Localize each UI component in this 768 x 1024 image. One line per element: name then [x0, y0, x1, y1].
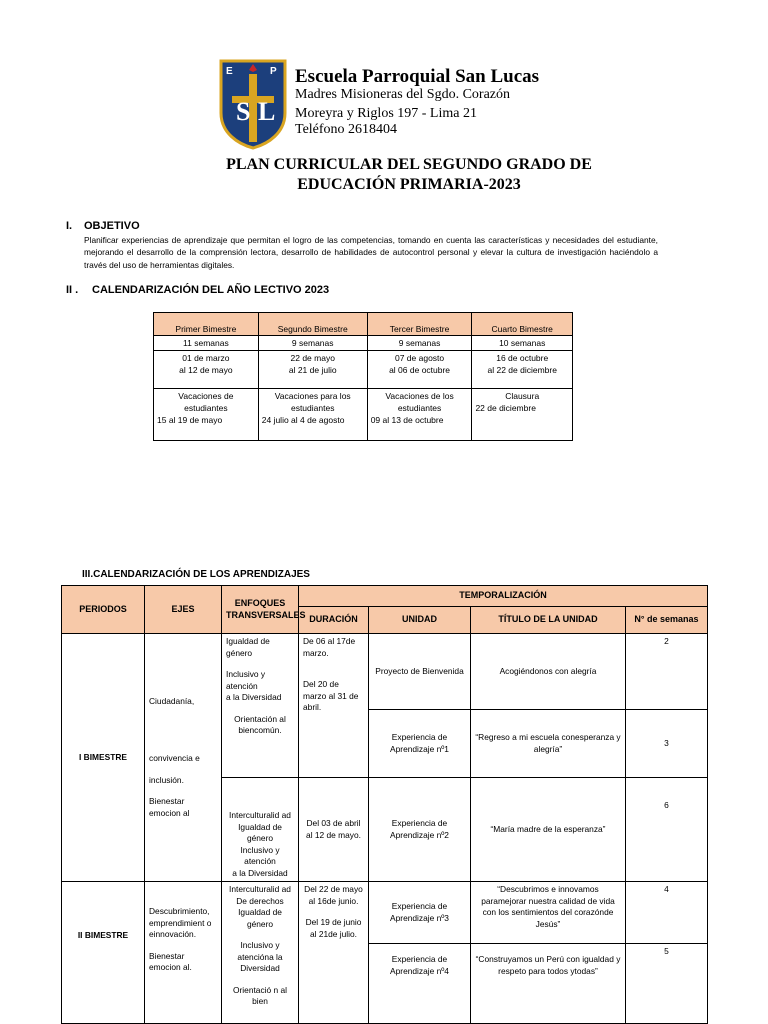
learning-table: [61, 585, 708, 1024]
col-unidad: UNIDAD: [369, 607, 471, 634]
vacation-line: estudiantes: [184, 403, 228, 413]
enfoque-line: Interculturalid ad De derechos Igualdad de género: [229, 884, 291, 929]
unidad-cell: Experiencia de Aprendizaje nº4: [369, 944, 471, 1024]
col-titulo: TÍTULO DE LA UNIDAD: [471, 607, 626, 634]
calendar-dates-row: [154, 351, 573, 389]
vacation-line: 15 al 19 de mayo: [157, 415, 223, 425]
semanas-cell: 2: [626, 634, 708, 710]
section2-heading: CALENDARIZACIÓN DEL AÑO LECTIVO 2023: [92, 284, 330, 296]
enfoque-line: Igualdad de género: [226, 636, 270, 658]
vacation-line: Clausura: [505, 391, 540, 401]
titulo-cell: “María madre de la esperanza”: [471, 778, 626, 882]
date-end: al 06 de octubre: [389, 365, 451, 375]
table-row: [62, 882, 708, 944]
school-order: Madres Misioneras del Sgdo. Corazón: [295, 87, 511, 102]
section2-number: II .: [66, 284, 79, 296]
semanas-cell: 5: [626, 944, 708, 1024]
enfoque-line: Inclusivo y atención: [226, 669, 266, 691]
semanas-value: 6: [664, 800, 669, 810]
calendar-table: [153, 312, 573, 441]
calendar-vacations-row: [154, 389, 573, 441]
school-address: Moreyra y Riglos 197 - Lima 21: [295, 106, 477, 121]
eje-line: Bienestar emocion al.: [149, 950, 192, 972]
school-phone: Teléfono 2618404: [295, 122, 398, 137]
col-duracion: DURACIÓN: [299, 607, 369, 634]
dates-cell: [154, 351, 259, 389]
enfoque-line: Interculturalid ad Igualdad de género: [229, 810, 291, 843]
titulo-cell: “Regreso a mi escuela conesperanza y alegría”: [471, 710, 626, 778]
eje-line: inclusión.: [149, 774, 184, 785]
svg-text:S: S: [236, 97, 251, 126]
vacation-cell: [367, 389, 472, 441]
col-periodos: PERIODOS: [62, 586, 145, 634]
calendar-header-cell: Tercer Bimestre: [367, 313, 472, 336]
eje-line: Bienestar emocion al: [149, 796, 190, 818]
vacation-line: Vacaciones de los: [385, 391, 454, 401]
unidad-cell: Experiencia de Aprendizaje nº2: [369, 778, 471, 882]
eje-line: Descubrimiento, emprendimient o einnovación.: [149, 906, 212, 939]
ejes-cell: [145, 882, 222, 1024]
col-enfoques: ENFOQUES TRANSVERSALES: [222, 586, 299, 634]
weeks-cell: 10 semanas: [472, 336, 573, 351]
weeks-cell: 9 semanas: [258, 336, 367, 351]
dates-cell: [367, 351, 472, 389]
eje-line: convivencia e: [149, 753, 200, 764]
dates-cell: [258, 351, 367, 389]
periodo-cell: II BIMESTRE: [62, 882, 145, 1024]
date-end: al 12 de mayo: [179, 365, 233, 375]
duracion-line: Del 22 de mayo al 16de junio.: [304, 884, 363, 906]
calendar-weeks-row: [154, 336, 573, 351]
enfoque-cell: [222, 634, 299, 778]
eje-line: Ciudadanía,: [149, 695, 195, 706]
document-title-line2: EDUCACIÓN PRIMARIA-2023: [297, 176, 521, 193]
date-start: 01 de marzo: [182, 353, 230, 363]
svg-text:L: L: [258, 97, 276, 126]
duracion-line: Del 19 de junio al 21de julio.: [305, 917, 362, 939]
date-end: al 21 de julio: [288, 365, 337, 375]
calendar-header-cell: Cuarto Bimestre: [472, 313, 573, 336]
vacation-line: Vacaciones para los: [274, 391, 351, 401]
titulo-cell: “Construyamos un Perú con igualdad y respeto para todos ytodas”: [471, 944, 626, 1024]
duracion-cell: [299, 882, 369, 1024]
table-row: [62, 634, 708, 710]
unidad-cell: Experiencia de Aprendizaje nº3: [369, 882, 471, 944]
vacation-line: 09 al 13 de octubre: [370, 415, 444, 425]
section3-heading: III.CALENDARIZACIÓN DE LOS APRENDIZAJES: [82, 569, 310, 580]
section1-heading: OBJETIVO: [84, 220, 140, 232]
periodo-cell: I BIMESTRE: [62, 634, 145, 882]
semanas-cell: 3: [626, 710, 708, 778]
duracion-cell: [299, 634, 369, 778]
date-end: al 22 de diciembre: [487, 365, 557, 375]
svg-text:P: P: [270, 66, 277, 77]
enfoque-line: Inclusivo y atención: [240, 844, 280, 866]
enfoque-line: a la Diversidad: [232, 867, 288, 878]
vacation-cell: [154, 389, 259, 441]
date-start: 16 de octubre: [496, 353, 549, 363]
duracion-cell: Del 03 de abril al 12 de mayo.: [299, 778, 369, 882]
dates-cell: [472, 351, 573, 389]
enfoque-line: a la Diversidad: [226, 692, 282, 702]
calendar-header-cell: Primer Bimestre: [154, 313, 259, 336]
enfoque-cell: [222, 778, 299, 882]
col-temporalizacion: TEMPORALIZACIÓN: [299, 586, 708, 607]
enfoque-cell: [222, 882, 299, 1024]
vacation-cell: [472, 389, 573, 441]
calendar-header-cell: Segundo Bimestre: [258, 313, 367, 336]
titulo-cell: “Descubrimos e innovamos paramejorar nuestra calidad de vida con los sentimientos del corazónde Jesús”: [471, 882, 626, 944]
vacation-line: 24 julio al 4 de agosto: [261, 415, 345, 425]
date-start: 22 de mayo: [290, 353, 335, 363]
col-semanas: N° de semanas: [626, 607, 708, 634]
col-ejes: EJES: [145, 586, 222, 634]
enfoque-line: Orientación al biencomún.: [234, 713, 286, 735]
vacation-line: Vacaciones de: [178, 391, 234, 401]
weeks-cell: 9 semanas: [367, 336, 472, 351]
vacation-line: estudiantes: [397, 403, 442, 413]
unidad-cell: Experiencia de Aprendizaje nº1: [369, 710, 471, 778]
semanas-cell: 4: [626, 882, 708, 944]
objective-text: Planificar experiencias de aprendizaje que permitan el logro de las competencias, tomando en cuenta las características y necesidades del estudiante, mejorando el desarrollo de la comprensión lectora, desarrollo de habilidades de autocontrol personal y elevar la cultura de investigación haciéndolo a través del uso de herramientas digitales.: [84, 235, 658, 270]
vacation-line: 22 de diciembre: [475, 403, 536, 413]
document-title-line1: PLAN CURRICULAR DEL SEGUNDO GRADO DE: [226, 156, 592, 173]
vacation-cell: [258, 389, 367, 441]
enfoque-line: Orientació n al bien: [233, 984, 287, 1006]
school-logo: [218, 58, 288, 150]
calendar-header-row: [154, 313, 573, 336]
duracion-line: Del 20 de marzo al 31 de abril.: [303, 679, 359, 712]
unidad-cell: Proyecto de Bienvenida: [369, 634, 471, 710]
enfoque-line: Inclusivo y atencióna la Diversidad: [237, 940, 283, 973]
svg-text:E: E: [226, 66, 233, 77]
duracion-line: De 06 al 17de marzo.: [303, 636, 356, 658]
semanas-cell: [626, 778, 708, 882]
ejes-cell: [145, 634, 222, 882]
section1-number: I.: [66, 220, 73, 232]
weeks-cell: 11 semanas: [154, 336, 259, 351]
learning-header-row: [62, 586, 708, 607]
date-start: 07 de agosto: [394, 353, 445, 363]
titulo-cell: Acogiéndonos con alegría: [471, 634, 626, 710]
vacation-line: estudiantes: [290, 403, 335, 413]
school-name: Escuela Parroquial San Lucas: [295, 66, 540, 87]
